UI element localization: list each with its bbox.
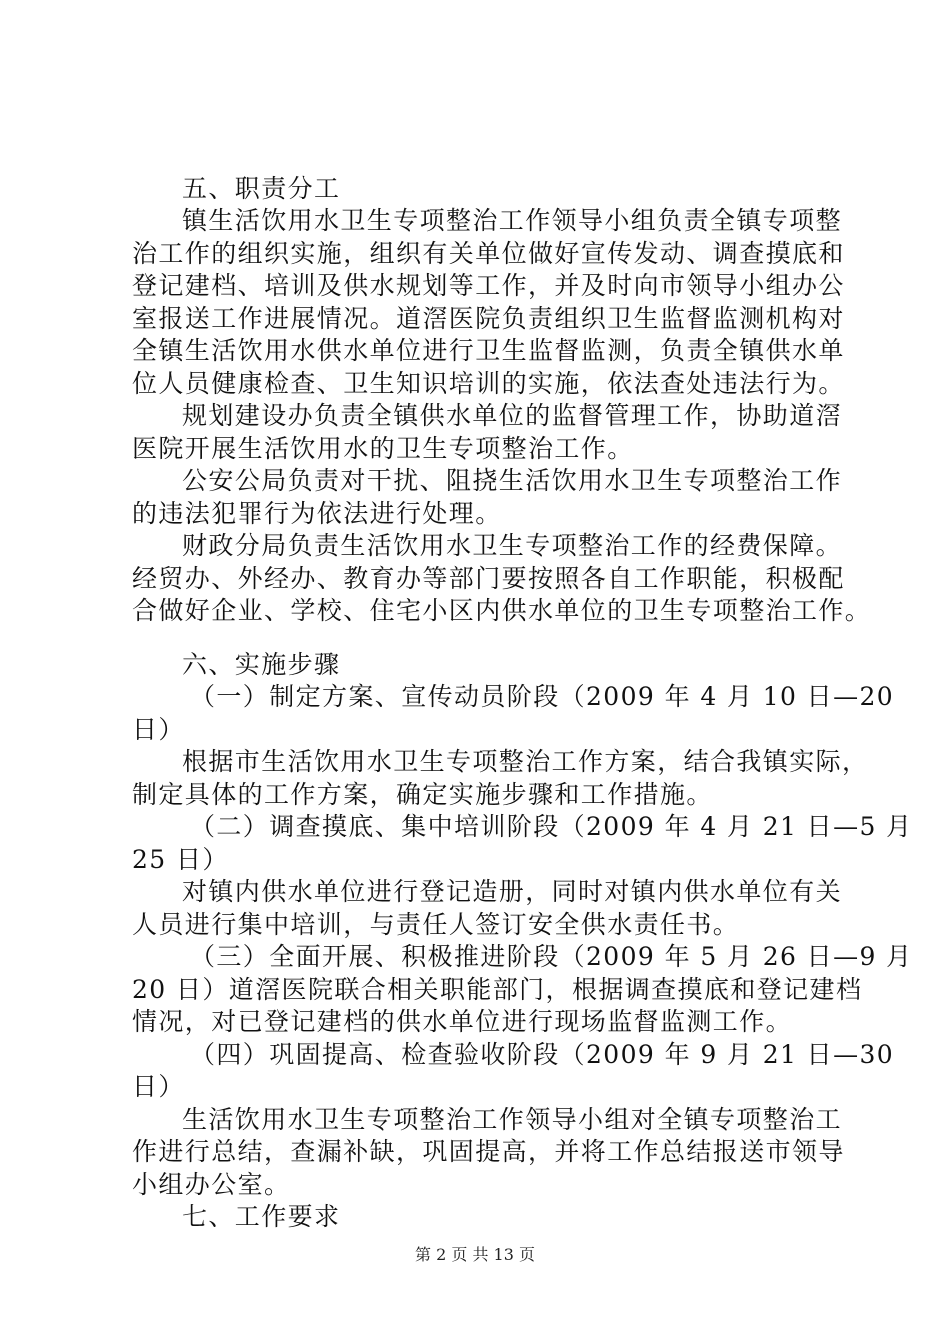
paragraph-line: 人员进行集中培训，与责任人签订安全供水责任书。: [132, 910, 740, 939]
paragraph-line: 位人员健康检查、卫生知识培训的实施，依法查处违法行为。: [132, 369, 845, 398]
step-heading-1-cont: 日）: [132, 715, 185, 744]
step-heading-1: （一）制定方案、宣传动员阶段（2009 年 4 月 10 日—20: [190, 682, 895, 711]
paragraph-line: 情况，对已登记建档的供水单位进行现场监督监测工作。: [132, 1007, 793, 1036]
paragraph-line: 室报送工作进展情况。道滘医院负责组织卫生监督监测机构对: [132, 304, 845, 333]
paragraph-line: 治工作的组织实施，组织有关单位做好宣传发动、调查摸底和: [132, 239, 845, 268]
paragraph-line: 全镇生活饮用水供水单位进行卫生监督监测，负责全镇供水单: [132, 336, 845, 365]
page-number-footer: 第 2 页 共 13 页: [415, 1245, 535, 1264]
step-heading-4: （四）巩固提高、检查验收阶段（2009 年 9 月 21 日—30: [190, 1040, 895, 1069]
section-heading-6: 六、实施步骤: [182, 650, 341, 679]
paragraph-line: 生活饮用水卫生专项整治工作领导小组对全镇专项整治工: [182, 1105, 843, 1134]
paragraph-line: 合做好企业、学校、住宅小区内供水单位的卫生专项整治工作。: [132, 596, 872, 625]
section-heading-7: 七、工作要求: [182, 1202, 341, 1231]
paragraph-line: 医院开展生活饮用水的卫生专项整治工作。: [132, 434, 634, 463]
paragraph-line: 规划建设办负责全镇供水单位的监督管理工作，协助道滘: [182, 401, 843, 430]
step-heading-3: （三）全面开展、积极推进阶段（2009 年 5 月 26 日—9 月: [190, 942, 913, 971]
step-heading-4-cont: 日）: [132, 1072, 185, 1101]
paragraph-line: 作进行总结，查漏补缺，巩固提高，并将工作总结报送市领导: [132, 1137, 845, 1166]
paragraph-line: 制定具体的工作方案，确定实施步骤和工作措施。: [132, 780, 713, 809]
paragraph-line: 对镇内供水单位进行登记造册，同时对镇内供水单位有关: [182, 877, 843, 906]
paragraph-line: 根据市生活饮用水卫生专项整治工作方案，结合我镇实际，: [182, 747, 869, 776]
step-heading-2: （二）调查摸底、集中培训阶段（2009 年 4 月 21 日—5 月: [190, 812, 913, 841]
paragraph-line: 财政分局负责生活饮用水卫生专项整治工作的经费保障。: [182, 531, 843, 560]
paragraph-line: 公安公局负责对干扰、阻挠生活饮用水卫生专项整治工作: [182, 466, 843, 495]
paragraph-line: 20 日）道滘医院联合相关职能部门，根据调查摸底和登记建档: [132, 975, 863, 1004]
paragraph-line: 镇生活饮用水卫生专项整治工作领导小组负责全镇专项整: [182, 206, 843, 235]
paragraph-line: 经贸办、外经办、教育办等部门要按照各自工作职能，积极配: [132, 564, 845, 593]
paragraph-line: 的违法犯罪行为依法进行处理。: [132, 499, 502, 528]
paragraph-line: 小组办公室。: [132, 1170, 291, 1199]
paragraph-line: 登记建档、培训及供水规划等工作，并及时向市领导小组办公: [132, 271, 845, 300]
step-heading-2-cont: 25 日）: [132, 845, 229, 874]
section-heading-5: 五、职责分工: [182, 174, 341, 203]
